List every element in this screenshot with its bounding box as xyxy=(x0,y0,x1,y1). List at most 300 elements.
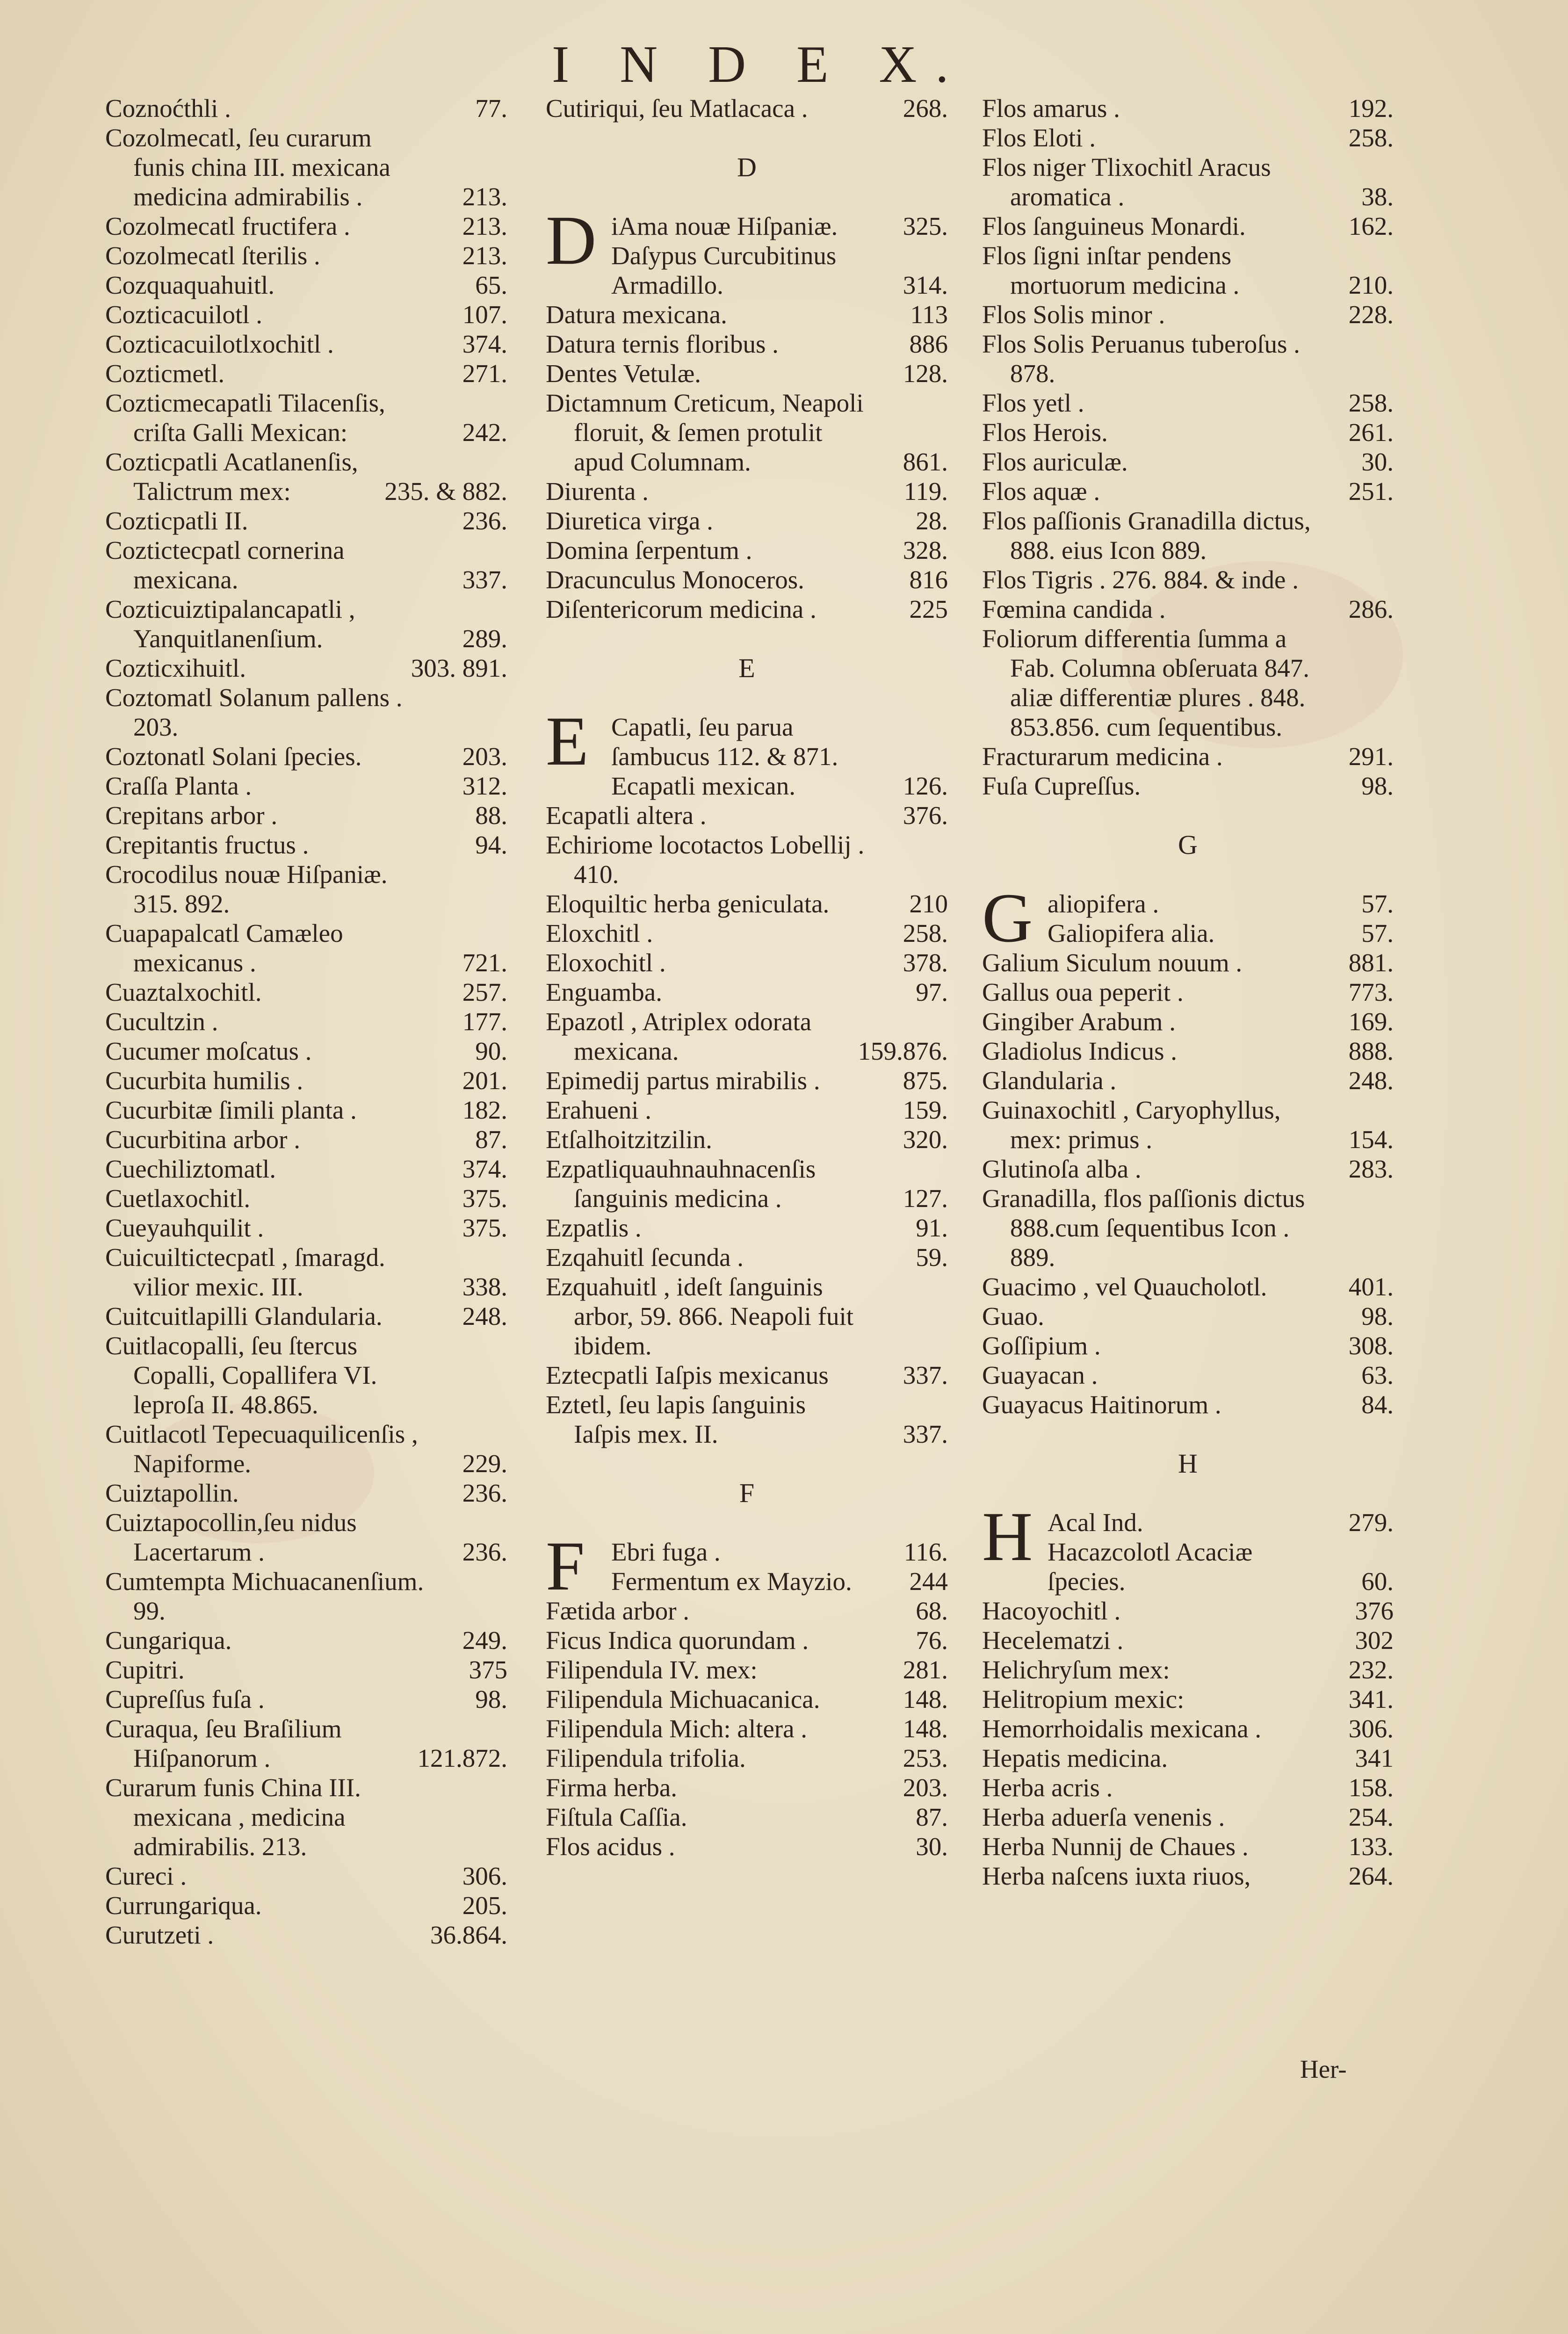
entry-page-number: 84. xyxy=(1361,1390,1394,1419)
entry-page-number: 30. xyxy=(916,1832,948,1861)
entry-page-number: 158. xyxy=(1348,1773,1394,1802)
entry-page-number: 261. xyxy=(1348,418,1394,447)
drop-cap-initial: E xyxy=(546,702,589,780)
entry-term: Flos Tigris . 276. 884. & inde . xyxy=(982,565,1299,594)
entry-term: Coznoćthli . xyxy=(105,94,231,123)
entry-term: Datura ternis floribus . xyxy=(546,330,779,358)
entry-term: Ecapatli mexican. xyxy=(611,772,795,800)
index-entry xyxy=(546,211,948,241)
index-entry xyxy=(546,506,948,535)
index-entry xyxy=(546,889,948,918)
entry-term: Flos yetl . xyxy=(982,389,1084,417)
entry-term: Flos ſigni inſtar pendens mortuorum medicina . xyxy=(982,241,1240,299)
index-entry xyxy=(105,594,507,653)
entry-term: Erahueni . xyxy=(546,1096,652,1124)
index-entry xyxy=(982,1301,1394,1331)
entry-page-number: 248. xyxy=(462,1302,507,1330)
entry-page-number: 229. xyxy=(462,1449,507,1478)
index-entry xyxy=(546,1743,948,1773)
section-entries xyxy=(546,202,948,624)
section-letter-heading: D xyxy=(737,152,757,182)
index-entry xyxy=(982,1832,1394,1861)
index-entry xyxy=(546,388,948,477)
entry-page-number: 159.876. xyxy=(858,1037,948,1065)
index-entry xyxy=(982,624,1394,742)
index-entry xyxy=(546,1655,948,1684)
entry-term: Crocodilus nouæ Hiſpaniæ. 315. 892. xyxy=(105,860,388,918)
index-entry xyxy=(105,123,507,211)
entry-term: Cozticuiztipalancapatli , Yanquitlanenſium. xyxy=(105,595,355,653)
index-entry xyxy=(105,830,507,860)
entry-page-number: 249. xyxy=(462,1626,507,1655)
entry-term: Cuaztalxochitl. xyxy=(105,978,262,1006)
entry-page-number: 57. xyxy=(1361,919,1394,947)
index-entry xyxy=(105,1095,507,1125)
entry-page-number: 60. xyxy=(1361,1567,1394,1596)
entry-term: Herba naſcens iuxta riuos, xyxy=(982,1862,1251,1890)
index-entry xyxy=(546,1537,948,1567)
index-entry xyxy=(105,329,507,359)
drop-cap-initial: F xyxy=(546,1527,585,1605)
entry-term: Diuretica virga . xyxy=(546,506,713,535)
entry-page-number: 201. xyxy=(462,1066,507,1095)
entry-page-number: 30. xyxy=(1361,448,1394,476)
entry-page-number: 107. xyxy=(462,300,507,329)
entry-page-number: 325. xyxy=(903,212,948,240)
entry-term: Diurenta . xyxy=(546,477,649,506)
entry-page-number: 236. xyxy=(462,1479,507,1507)
index-entry xyxy=(105,1125,507,1154)
entry-term: Fuſa Cupreſſus. xyxy=(982,772,1141,800)
entry-page-number: 235. & 882. xyxy=(384,477,507,506)
index-entry xyxy=(982,1537,1394,1596)
entry-page-number: 302 xyxy=(1355,1626,1394,1655)
entry-term: Cupitri. xyxy=(105,1655,185,1684)
entry-page-number: 314. xyxy=(903,271,948,299)
index-entry xyxy=(546,1390,948,1449)
index-entry xyxy=(546,1213,948,1243)
index-entry xyxy=(982,1684,1394,1714)
index-entry xyxy=(546,1125,948,1154)
entry-term: aliopifera . xyxy=(1048,889,1159,918)
entry-page-number: 98. xyxy=(1361,772,1394,800)
index-entry xyxy=(105,1184,507,1213)
entry-page-number: 341 xyxy=(1355,1744,1394,1772)
entry-term: Ezpatlis . xyxy=(546,1214,642,1242)
index-entry xyxy=(546,1773,948,1802)
index-entry xyxy=(105,300,507,329)
entry-term: Goſſipium . xyxy=(982,1331,1101,1360)
entry-page-number: 38. xyxy=(1361,182,1394,211)
entry-term: Epimedij partus mirabilis . xyxy=(546,1066,820,1095)
entry-term: Cozticxihuitl. xyxy=(105,654,246,682)
index-entry xyxy=(982,1655,1394,1684)
entry-page-number: 881. xyxy=(1348,948,1394,977)
entry-page-number: 133. xyxy=(1348,1832,1394,1861)
entry-page-number: 328. xyxy=(903,536,948,564)
entry-term: Cuicuiltictecpatl , ſmaragd. vilior mexic. III. xyxy=(105,1243,385,1301)
entry-term: Flos aquæ . xyxy=(982,477,1100,506)
index-entry xyxy=(982,1743,1394,1773)
entry-term: Flos Herois. xyxy=(982,418,1108,447)
entry-term: Cuetlaxochitl. xyxy=(105,1184,251,1213)
index-entry xyxy=(982,1802,1394,1832)
entry-page-number: 91. xyxy=(916,1214,948,1242)
index-entry xyxy=(546,918,948,948)
entry-page-number: 182. xyxy=(462,1096,507,1124)
entry-page-number: 337. xyxy=(903,1361,948,1389)
entry-term: Eloxochitl . xyxy=(546,948,666,977)
index-entry xyxy=(546,1684,948,1714)
index-entry xyxy=(982,594,1394,624)
index-entry xyxy=(982,889,1394,918)
index-entry xyxy=(982,388,1394,418)
index-entry xyxy=(105,1714,507,1773)
index-entry xyxy=(982,1714,1394,1743)
entry-page-number: 192. xyxy=(1348,94,1394,123)
entry-term: Granadilla, flos paſſionis dictus 888.cum ſequentibus Icon . 889. xyxy=(982,1184,1305,1272)
entry-page-number: 126. xyxy=(903,772,948,800)
index-entry xyxy=(105,801,507,830)
entry-page-number: 376. xyxy=(903,801,948,830)
entry-term: Galium Siculum nouum . xyxy=(982,948,1243,977)
section-entries xyxy=(982,1498,1394,1891)
index-entry xyxy=(982,1390,1394,1419)
entry-term: Cozticacuilotlxochitl . xyxy=(105,330,334,358)
entry-term: Cutiriqui, ſeu Matlacaca . xyxy=(546,94,808,123)
entry-term: Fermentum ex Mayzio. xyxy=(611,1567,852,1596)
entry-page-number: 63. xyxy=(1361,1361,1394,1389)
entry-term: Hacoyochitl . xyxy=(982,1597,1121,1625)
entry-page-number: 57. xyxy=(1361,889,1394,918)
entry-page-number: 341. xyxy=(1348,1685,1394,1713)
index-entry xyxy=(982,977,1394,1007)
entry-page-number: 213. xyxy=(462,182,507,211)
index-entry xyxy=(982,1508,1394,1537)
entry-term: Eloxchitl . xyxy=(546,919,653,947)
entry-page-number: 875. xyxy=(903,1066,948,1095)
section-entries xyxy=(982,879,1394,1419)
entry-page-number: 338. xyxy=(462,1272,507,1301)
entry-term: Hemorrhoidalis mexicana . xyxy=(982,1714,1262,1743)
entry-page-number: 77. xyxy=(475,94,507,123)
index-entry xyxy=(105,447,507,506)
entry-page-number: 375 xyxy=(469,1655,507,1684)
entry-page-number: 312. xyxy=(462,772,507,800)
drop-cap-initial: H xyxy=(982,1498,1033,1575)
entry-term: Cozquaquahuitl. xyxy=(105,271,275,299)
entry-page-number: 228. xyxy=(1348,300,1394,329)
entry-term: Cueyauhquilit . xyxy=(105,1214,264,1242)
index-entry xyxy=(982,211,1394,241)
index-entry xyxy=(982,329,1394,388)
index-entry xyxy=(105,1478,507,1508)
entry-term: Epazotl , Atriplex odorata mexicana. xyxy=(546,1007,812,1065)
index-entry xyxy=(982,1036,1394,1066)
index-entry xyxy=(982,123,1394,152)
index-entry xyxy=(546,1154,948,1213)
index-entry xyxy=(105,1626,507,1655)
entry-term: Filipendula Mich: altera . xyxy=(546,1714,808,1743)
index-column-1 xyxy=(105,94,507,1950)
entry-page-number: 94. xyxy=(475,831,507,859)
index-entry xyxy=(982,94,1394,123)
index-entry xyxy=(105,1419,507,1478)
entry-page-number: 886 xyxy=(909,330,948,358)
index-entry xyxy=(546,1066,948,1095)
entry-term: Filipendula IV. mex: xyxy=(546,1655,758,1684)
entry-term: Ezqahuitl ſecunda . xyxy=(546,1243,744,1272)
entry-term: Fracturarum medicina . xyxy=(982,742,1223,771)
entry-term: Echiriome locotactos Lobellij . 410. xyxy=(546,831,865,889)
entry-page-number: 210. xyxy=(1348,271,1394,299)
entry-page-number: 154. xyxy=(1348,1125,1394,1154)
entry-term: Ezquahuitl , ideſt ſanguinis arbor, 59. 866. Neapoli fuit ibidem. xyxy=(546,1272,854,1360)
index-entry xyxy=(105,1861,507,1891)
entry-term: Cozticacuilotl . xyxy=(105,300,263,329)
entry-term: Eztecpatli Iaſpis mexicanus xyxy=(546,1361,829,1389)
index-entry xyxy=(546,977,948,1007)
entry-term: Gladiolus Indicus . xyxy=(982,1037,1178,1065)
entry-term: Flos paſſionis Granadilla dictus, 888. eius Icon 889. xyxy=(982,506,1311,564)
entry-term: Cuitlacotl Tepecuaquilicenſis , Napiforme. xyxy=(105,1420,418,1478)
entry-page-number: 127. xyxy=(903,1184,948,1213)
entry-page-number: 148. xyxy=(903,1685,948,1713)
entry-term: Ezpatliquauhnauhnacenſis ſanguinis medicina . xyxy=(546,1155,816,1213)
index-entry xyxy=(105,683,507,742)
entry-page-number: 205. xyxy=(462,1891,507,1920)
entry-page-number: 225 xyxy=(909,595,948,623)
index-entry xyxy=(982,447,1394,477)
index-entry xyxy=(546,300,948,329)
index-entry xyxy=(546,771,948,801)
index-entry xyxy=(982,1095,1394,1154)
entry-page-number: 303. 891. xyxy=(411,654,507,682)
entry-page-number: 244 xyxy=(909,1567,948,1596)
section-letter-heading: E xyxy=(738,653,755,683)
index-entry xyxy=(105,1920,507,1950)
entry-page-number: 113 xyxy=(910,300,948,329)
index-entry xyxy=(105,1036,507,1066)
drop-cap-initial: G xyxy=(982,879,1033,957)
entry-page-number: 378. xyxy=(903,948,948,977)
entry-page-number: 203. xyxy=(462,742,507,771)
index-entry xyxy=(982,771,1394,801)
entry-term: Cucurbitina arbor . xyxy=(105,1125,300,1154)
entry-term: Capatli, ſeu parua ſambucus 112. & 871. xyxy=(611,713,838,771)
entry-term: Cozticpatli II. xyxy=(105,506,248,535)
index-entry xyxy=(546,1802,948,1832)
entry-page-number: 268. xyxy=(903,94,948,123)
index-entry xyxy=(105,1066,507,1095)
entry-page-number: 251. xyxy=(1348,477,1394,506)
index-entry xyxy=(982,1007,1394,1036)
entry-term: Curaqua, ſeu Braſilium Hiſpanorum . xyxy=(105,1714,342,1772)
index-entry xyxy=(982,506,1394,565)
index-entry xyxy=(546,1095,948,1125)
index-entry xyxy=(105,1301,507,1331)
entry-page-number: 87. xyxy=(475,1125,507,1154)
index-entry xyxy=(105,241,507,270)
drop-cap-initial: D xyxy=(546,202,597,279)
index-entry xyxy=(982,1596,1394,1626)
index-entry xyxy=(105,359,507,388)
entry-page-number: 264. xyxy=(1348,1862,1394,1890)
entry-term: Acal Ind. xyxy=(1048,1508,1143,1537)
entry-term: Ecapatli altera . xyxy=(546,801,707,830)
entry-term: Ebri fuga . xyxy=(611,1538,721,1566)
index-entry xyxy=(982,918,1394,948)
index-entry xyxy=(105,977,507,1007)
entry-term: Crepitans arbor . xyxy=(105,801,278,830)
entry-term: Herba Nunnij de Chaues . xyxy=(982,1832,1249,1861)
entry-page-number: 169. xyxy=(1348,1007,1394,1036)
entry-term: Flos Eloti . xyxy=(982,123,1096,152)
index-entry xyxy=(546,359,948,388)
index-entry xyxy=(546,1007,948,1066)
entry-page-number: 401. xyxy=(1348,1272,1394,1301)
entry-page-number: 236. xyxy=(462,1538,507,1566)
entry-page-number: 306. xyxy=(1348,1714,1394,1743)
section-entries xyxy=(546,702,948,1449)
entry-term: Dracunculus Monoceros. xyxy=(546,565,804,594)
entry-term: Cucultzin . xyxy=(105,1007,218,1036)
index-entry xyxy=(546,1596,948,1626)
index-entry xyxy=(982,1861,1394,1891)
index-entry xyxy=(982,477,1394,506)
entry-page-number: 337. xyxy=(462,565,507,594)
entry-page-number: 258. xyxy=(903,919,948,947)
entry-term: Flos amarus . xyxy=(982,94,1120,123)
index-entry xyxy=(105,1154,507,1184)
entry-term: Cucurbitæ ſimili planta . xyxy=(105,1096,357,1124)
index-entry xyxy=(982,1066,1394,1095)
entry-term: Herba acris . xyxy=(982,1773,1113,1802)
index-entry xyxy=(105,211,507,241)
entry-term: Herba aduerſa venenis . xyxy=(982,1803,1225,1831)
entry-term: Cureci . xyxy=(105,1862,187,1890)
entry-page-number: 721. xyxy=(462,948,507,977)
entry-term: Guinaxochitl , Caryophyllus, mex: primus . xyxy=(982,1096,1281,1154)
entry-term: Eloquiltic herba geniculata. xyxy=(546,889,830,918)
entry-term: Fætida arbor . xyxy=(546,1597,690,1625)
entry-page-number: 291. xyxy=(1348,742,1394,771)
index-entry xyxy=(105,535,507,594)
entry-term: Hacazcolotl Acaciæ ſpecies. xyxy=(1048,1538,1253,1596)
entry-term: Cuechiliztomatl. xyxy=(105,1155,276,1183)
index-entry xyxy=(982,948,1394,977)
index-entry xyxy=(105,94,507,123)
entry-page-number: 337. xyxy=(903,1420,948,1448)
entry-term: Gingiber Arabum . xyxy=(982,1007,1176,1036)
entry-term: Enguamba. xyxy=(546,978,662,1006)
entry-term: Curutzeti . xyxy=(105,1921,214,1949)
entry-page-number: 375. xyxy=(462,1184,507,1213)
entry-page-number: 258. xyxy=(1348,389,1394,417)
entry-term: Flos niger Tlixochitl Aracus aromatica . xyxy=(982,153,1271,211)
index-entry xyxy=(105,1331,507,1419)
entry-page-number: 286. xyxy=(1348,595,1394,623)
entry-term: Guacimo , vel Quaucholotl. xyxy=(982,1272,1267,1301)
entry-page-number: 375. xyxy=(462,1214,507,1242)
entry-page-number: 88. xyxy=(475,801,507,830)
entry-term: Dentes Vetulæ. xyxy=(546,359,701,388)
entry-page-number: 320. xyxy=(903,1125,948,1154)
entry-term: Guayacan . xyxy=(982,1361,1098,1389)
section-letter-heading: H xyxy=(1178,1448,1198,1479)
entry-term: Cozolmecatl ſterilis . xyxy=(105,241,320,270)
entry-page-number: 289. xyxy=(462,624,507,653)
entry-term: Helitropium mexic: xyxy=(982,1685,1185,1713)
entry-page-number: 68. xyxy=(916,1597,948,1625)
index-entry xyxy=(105,1684,507,1714)
index-entry xyxy=(546,94,948,123)
entry-term: Etſalhoitzitzilin. xyxy=(546,1125,712,1154)
index-entry xyxy=(982,1272,1394,1301)
index-entry xyxy=(546,477,948,506)
index-entry xyxy=(105,1007,507,1036)
entry-page-number: 98. xyxy=(1361,1302,1394,1330)
entry-term: Cuitlacopalli, ſeu ſtercus Copalli, Copallifera VI. leproſa II. 48.865. xyxy=(105,1331,377,1419)
entry-term: Cucurbita humilis . xyxy=(105,1066,303,1095)
entry-page-number: 116. xyxy=(903,1538,948,1566)
entry-page-number: 376 xyxy=(1355,1597,1394,1625)
index-entry xyxy=(982,1184,1394,1272)
entry-term: Glandularia . xyxy=(982,1066,1117,1095)
index-entry xyxy=(105,1655,507,1684)
index-entry xyxy=(982,300,1394,329)
entry-term: Daſypus Curcubitinus Armadillo. xyxy=(611,241,837,299)
entry-term: Datura mexicana. xyxy=(546,300,727,329)
index-entry xyxy=(546,830,948,889)
entry-term: Cucumer moſcatus . xyxy=(105,1037,312,1065)
entry-term: Gallus oua peperit . xyxy=(982,978,1184,1006)
entry-term: Diſentericorum medicina . xyxy=(546,595,817,623)
entry-term: Cozolmecatl fructifera . xyxy=(105,212,350,240)
entry-page-number: 253. xyxy=(903,1744,948,1772)
catchword: Her- xyxy=(1300,2055,1347,2083)
entry-page-number: 121.872. xyxy=(417,1744,507,1772)
entry-term: Filipendula trifolia. xyxy=(546,1744,746,1772)
index-entry xyxy=(105,742,507,771)
entry-term: Currungariqua. xyxy=(105,1891,262,1920)
index-entry xyxy=(105,1213,507,1243)
entry-term: Fœmina candida . xyxy=(982,595,1166,623)
entry-term: Filipendula Michuacanica. xyxy=(546,1685,820,1713)
entry-term: Hepatis medicina. xyxy=(982,1744,1168,1772)
entry-term: Ficus Indica quorundam . xyxy=(546,1626,809,1655)
entry-page-number: 76. xyxy=(916,1626,948,1655)
entry-term: Glutinoſa alba . xyxy=(982,1155,1142,1183)
entry-page-number: 254. xyxy=(1348,1803,1394,1831)
entry-page-number: 308. xyxy=(1348,1331,1394,1360)
entry-term: Cumtempta Michuacanenſium. 99. xyxy=(105,1567,424,1625)
entry-page-number: 36.864. xyxy=(430,1921,507,1949)
entry-page-number: 97. xyxy=(916,978,948,1006)
index-entry xyxy=(546,1626,948,1655)
entry-term: Galiopifera alia. xyxy=(1048,919,1215,947)
entry-term: Flos Solis minor . xyxy=(982,300,1165,329)
entry-page-number: 279. xyxy=(1348,1508,1394,1537)
entry-term: Fiſtula Caſſia. xyxy=(546,1803,687,1831)
entry-term: Helichryſum mex: xyxy=(982,1655,1170,1684)
index-entry xyxy=(546,535,948,565)
index-entry xyxy=(982,565,1394,594)
section-letter-heading: G xyxy=(1178,830,1198,860)
index-entry xyxy=(546,948,948,977)
entry-term: Cuitcuitlapilli Glandularia. xyxy=(105,1302,383,1330)
entry-page-number: 248. xyxy=(1348,1066,1394,1095)
